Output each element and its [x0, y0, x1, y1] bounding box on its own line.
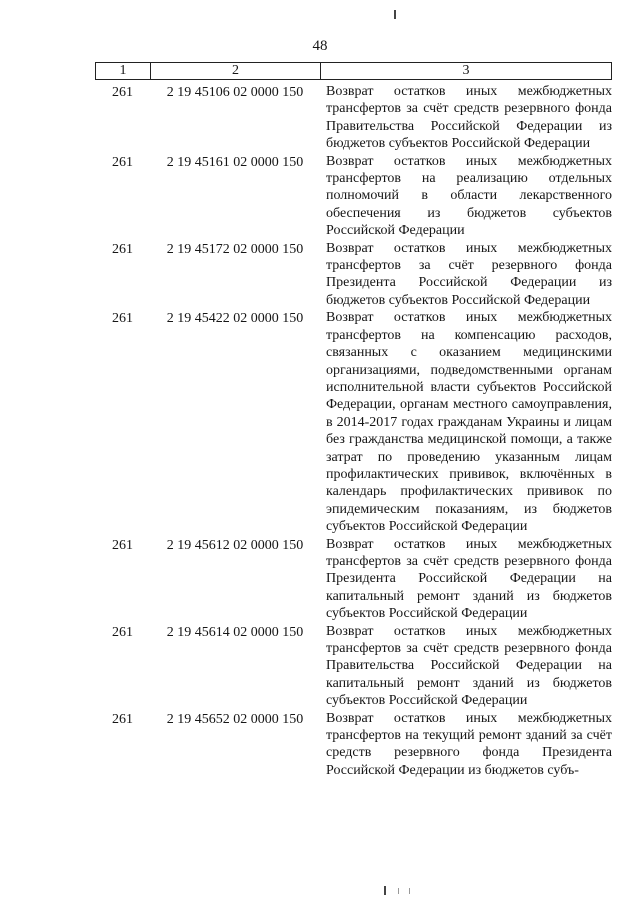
budget-code: 2 19 45172 02 0000 150	[166, 241, 304, 257]
table-row	[95, 623, 612, 710]
description: Возврат остатков иных межбюджетных трансфертов на реализацию отдельных полномочий в области лекарственного обеспечения из бюджетов субъектов Российской Федерации	[326, 153, 612, 239]
budget-code: 2 19 45106 02 0000 150	[166, 85, 304, 100]
admin-code: 261	[112, 311, 133, 327]
description: Возврат остатков иных межбюджетных трансфертов на текущий ремонт зданий за счёт средств резервного фонда Президента Российской Федерации из бюджетов субъ-	[326, 710, 612, 778]
table-row	[95, 309, 612, 535]
admin-code: 261	[112, 154, 133, 170]
table-row	[95, 83, 612, 153]
admin-code: 261	[112, 241, 133, 257]
admin-code: 261	[112, 624, 133, 640]
scan-mark	[394, 10, 396, 19]
column-header-row	[95, 62, 612, 80]
table-body	[95, 83, 612, 779]
scan-mark	[384, 886, 386, 895]
budget-code: 2 19 45652 02 0000 150	[166, 711, 304, 727]
budget-code: 2 19 45161 02 0000 150	[166, 154, 304, 170]
description: Возврат остатков иных межбюджетных трансфертов за счёт резервного фонда Президента Российской Федерации из бюджетов субъектов Российской Федерации	[326, 240, 612, 308]
table-row	[95, 536, 612, 623]
budget-code: 2 19 45422 02 0000 150	[166, 311, 304, 327]
description: Возврат остатков иных межбюджетных трансфертов на компенсацию расходов, связанных с оказанием медицинскими организациями, подведомственными органам исполнительной власти субъектов Российской Федерации, органам местного самоуправления, в 2014-2017 годах гражданам Украины и лицам без гражданства медицинской помощи, а также затрат по проведению указанным лицам профилактических прививок, включённых в календарь профилактических прививок по эпидемическим показаниям, из бюджетов субъектов Российской Федерации	[326, 310, 612, 535]
scan-mark	[398, 888, 410, 894]
table-row	[95, 153, 612, 240]
description: Возврат остатков иных межбюджетных трансфертов за счёт средств резервного фонда Правительства Российской Федерации из бюджетов субъектов Российской Федерации	[326, 84, 612, 152]
column-header-3: 3	[462, 63, 470, 78]
table-row	[95, 240, 612, 310]
column-header-2: 2	[151, 63, 321, 79]
admin-code: 261	[112, 711, 133, 727]
description: Возврат остатков иных межбюджетных трансфертов за счёт средств резервного фонда Правительства Российской Федерации на капитальный ремонт зданий из бюджетов субъектов Российской Федерации	[326, 623, 612, 709]
page-number: 48	[312, 38, 328, 54]
budget-code: 2 19 45614 02 0000 150	[166, 624, 304, 640]
table-row	[95, 710, 612, 780]
budget-code: 2 19 45612 02 0000 150	[166, 537, 304, 553]
admin-code: 261	[112, 85, 133, 100]
description: Возврат остатков иных межбюджетных трансфертов за счёт средств резервного фонда Президента Российской Федерации на капитальный ремонт зданий из бюджетов субъектов Российской Федерации	[326, 536, 612, 622]
column-header-1: 1	[96, 63, 151, 79]
admin-code: 261	[112, 537, 133, 553]
